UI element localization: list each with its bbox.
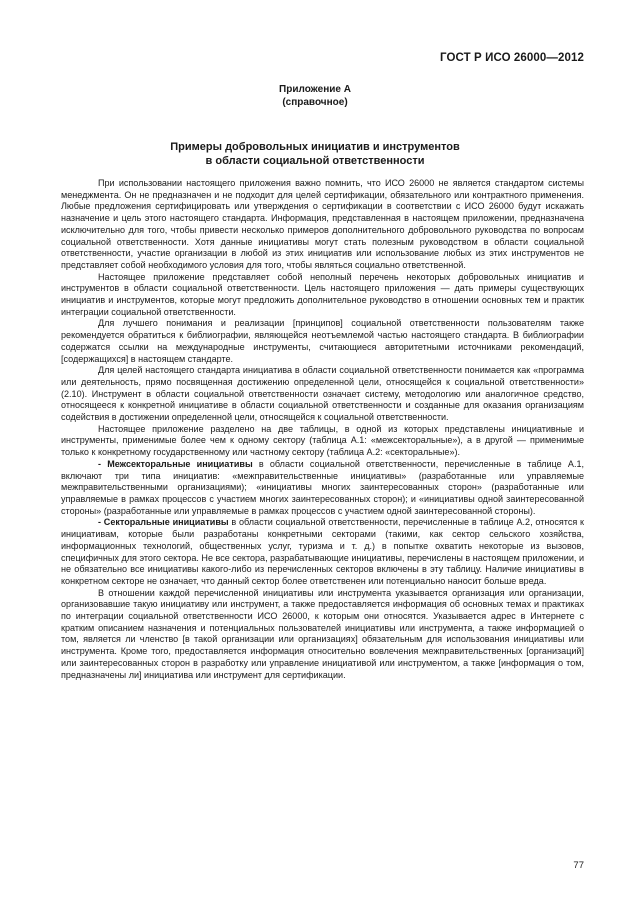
cross-sectoral-text: в области социальной ответственности, перечисленные в таблице А.1, включают три типа инициатив: «межправительственные инициативы» (разработанные или управляемые межправительственными организациями); «инициативы многих заинтересованных сторон» (разработанные или управляемые в рамках процессов с участием многих заинтересованных сторон); и «инициативы одной заинтересованной стороны» (разработанные или управляемые в рамках процессов с участием одной заинтересованной стороны). [61, 458, 584, 516]
section-title-line-1: Примеры добровольных инициатив и инструментов [170, 141, 460, 153]
section-title [0, 140, 630, 168]
cross-sectoral-term: - Межсекторальные инициативы [98, 458, 253, 469]
paragraph-sectoral [61, 517, 584, 587]
page-number: 77 [573, 860, 584, 871]
paragraph-scope: Настоящее приложение представляет собой неполный перечень некоторых добровольных инициатив и инструментов в области социальной ответственности. Цель настоящего приложения — дать примеры существующих инициатив и инструментов, которые могут предложить дополнительное руководство в отношении основных тем и практик интеграции социальной ответственности. [61, 271, 584, 317]
paragraph-closing: В отношении каждой перечисленной инициативы или инструмента указывается организация или организации, организовавшие такую инициативу или инструмент, а также предоставляется информация об основных темах и практиках по интеграции социальной ответственности ИСО 26000, к которым они относятся. Указывается адрес в Интернете с кратким описанием назначения и потенциальных пользователей инициативы или инструмента, а также информацией о том, является ли членство [в такой организации или организациях] обязательным для использования инициативы или инструмента. Кроме того, предоставляется информация относительно вовлечения межправительственных [организаций] или заинтересованных сторон в разработку или управление инициативой или инструментом, а также [информация о том, предназначены ли] инициатива или инструмент для сертификации. [61, 587, 584, 680]
paragraph-tables: Настоящее приложение разделено на две таблицы, в одной из которых представлены инициативные и инструменты, применимые более чем к одному сектору (таблица А.1: «межсекторальные»), а в другой — применимые только к конкретному государственному или частному сектору (таблица А.2: «секторальные»). [61, 423, 584, 458]
sectoral-text: в области социальной ответственности, перечисленные в таблице А.2, относятся к инициативам, которые были разработаны конкретными секторами (такими, как сектор сельского хозяйства, информационных технологий, общественных услуг, туризма и т. д.) в попытке охватить некоторые из вызовов, специфичных для этого сектора. Не все сектора, разрабатывающие инициативы, перечислены в настоящем приложении, и не обязательно все инициативы какого-либо из перечисленных секторов включены в эту таблицу. Наличие инициативы в конкретном секторе не означает, что данный сектор более ответственен или потенциально наносит больше вреда. [61, 517, 584, 586]
annex-kind: (справочное) [282, 96, 348, 108]
standard-designation: ГОСТ Р ИСО 26000—2012 [439, 52, 584, 64]
annex-heading [0, 84, 630, 109]
sectoral-term: - Секторальные инициативы [98, 517, 229, 528]
paragraph-bibliography: Для лучшего понимания и реализации [принципов] социальной ответственности пользователям также рекомендуется обратиться к библиографии, являющейся неотъемлемой частью настоящего стандарта. В библиографии содержатся ссылки на международные инструменты, считающиеся авторитетными источниками рекомендаций, [содержащихся] в настоящем стандарте. [61, 318, 584, 364]
section-title-line-2: в области социальной ответственности [205, 155, 425, 167]
paragraph-intro: При использовании настоящего приложения важно помнить, что ИСО 26000 не является стандартом системы менеджмента. Он не предназначен и не подходит для целей сертификации, обязательного или контрактного применения. Любые предложения сертифицировать или утверждения о сертификации в соответствии с ИСО 26000 будут искажать назначение и цель этого настоящего стандарта. Информация, представленная в настоящем приложении, предназначена исключительно для того, чтобы привести несколько примеров дополнительного добровольного руководства по вопросам социальной ответственности. Хотя данные инициативы могут стать полезным руководством в области социальной ответственности, участие организации в любой из этих инициатив или использование любых из этих инструментов не представляет собой необходимого условия для того, чтобы являться социально ответственной. [61, 178, 584, 270]
annex-title: Приложение А [279, 84, 351, 95]
body-text [61, 178, 584, 681]
paragraph-definitions: Для целей настоящего стандарта инициатива в области социальной ответственности понимается как «программа или деятельность, прямо посвященная достижению определенной цели, относящейся к социальной ответственности» (2.10). Инструмент в области социальной ответственности означает систему, методологию или аналогичное средство, относящееся к конкретной инициативе в области социальной ответственности и созданные для оказания организациям содействия в достижении определенной цели, относящейся к социальной ответственности. [61, 365, 584, 423]
paragraph-cross-sectoral [61, 459, 584, 518]
